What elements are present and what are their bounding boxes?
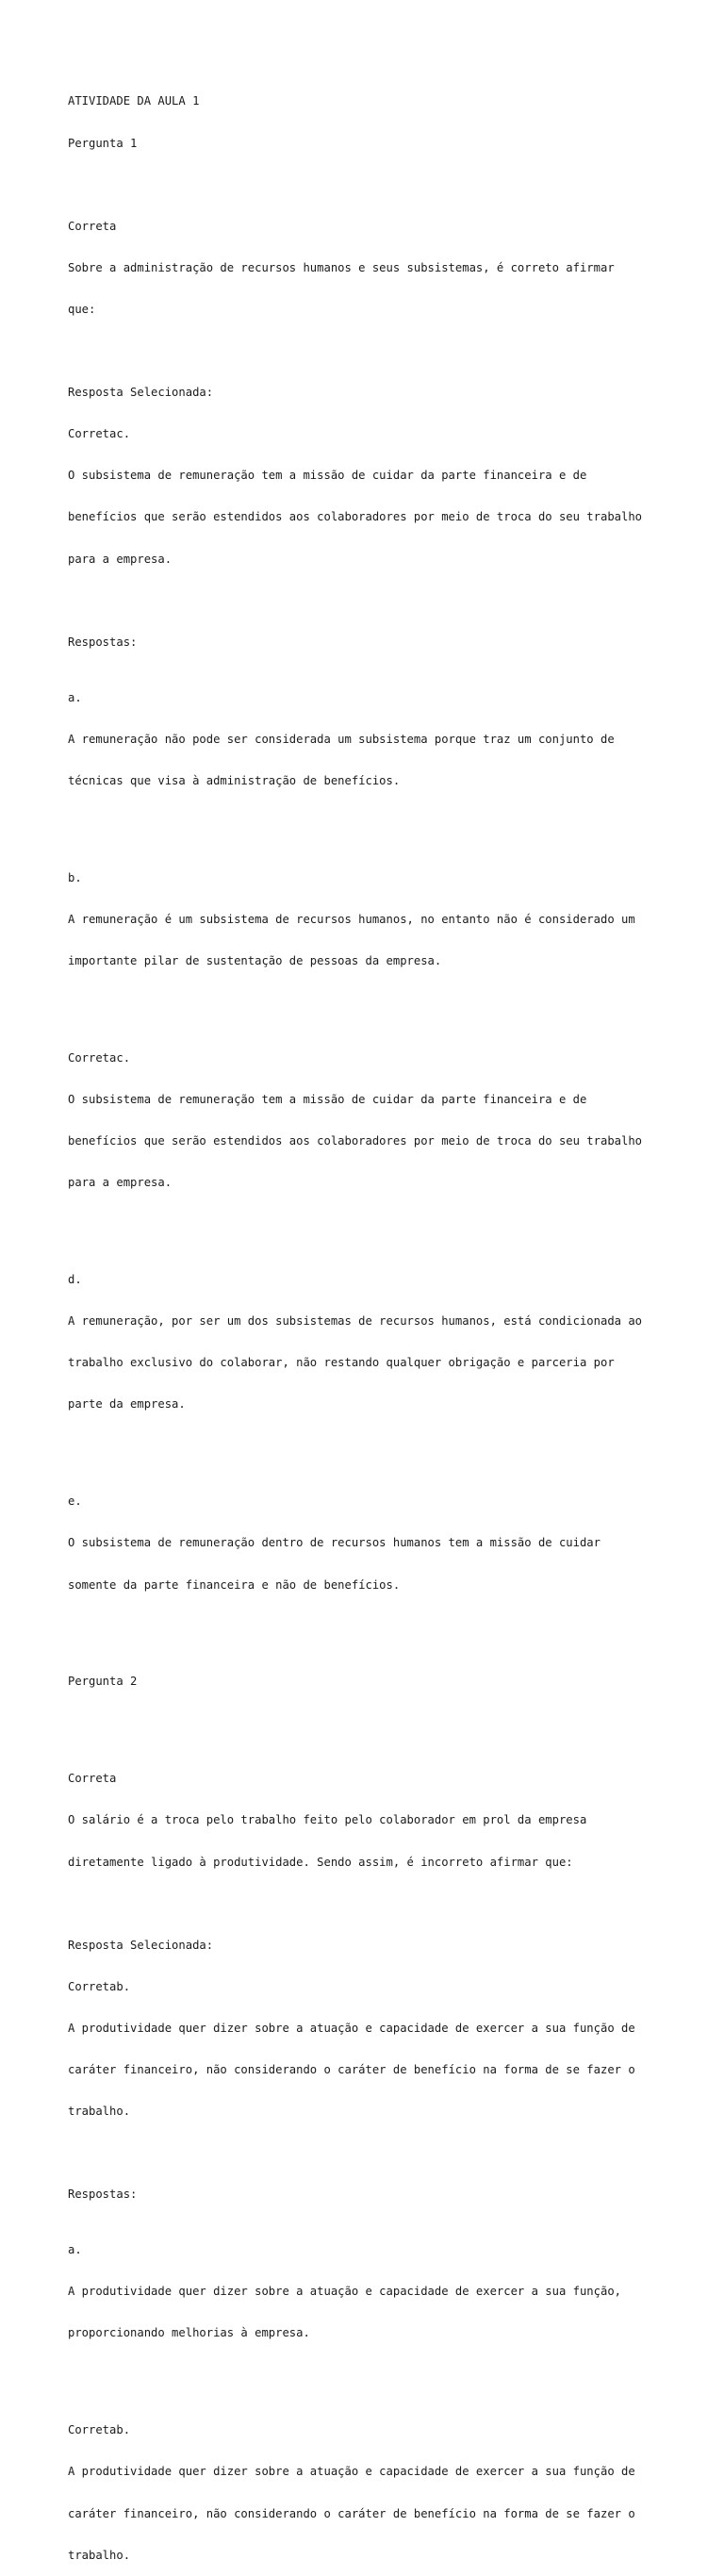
question-1-selected-label: Resposta Selecionada:	[68, 386, 214, 400]
question-1-text-line: que:	[68, 302, 96, 316]
question-2-text-line: O salário é a troca pelo trabalho feito pelo colaborador em prol da empresa	[68, 1813, 587, 1827]
question-1-selected-text-line: O subsistema de remuneração tem a missão de cuidar da parte financeira e de	[68, 469, 587, 483]
question-1-option-e-key: e.	[68, 1494, 82, 1509]
document-title: ATIVIDADE DA AULA 1	[68, 94, 200, 108]
question-2-selected-key: Corretab.	[68, 1979, 131, 1993]
question-2-selected-text-line: trabalho.	[68, 2105, 131, 2119]
question-1-option-d-text: A remuneração, por ser um dos subsistemas de recursos humanos, está condicionada ao	[68, 1314, 643, 1329]
question-1-selected-text-line: benefícios que serão estendidos aos colaboradores por meio de troca do seu trabalho	[68, 510, 643, 524]
question-1-text-line: Sobre a administração de recursos humanos e seus subsistemas, é correto afirmar	[68, 260, 615, 274]
question-1-option-a-key: a.	[68, 690, 82, 704]
question-1-option-e-text: O subsistema de remuneração dentro de recursos humanos tem a missão de cuidar	[68, 1536, 601, 1550]
question-1-option-c-text: para a empresa.	[68, 1176, 173, 1190]
question-2-selected-text-line: A produtividade quer dizer sobre a atuação e capacidade de exercer a sua função de	[68, 2021, 635, 2035]
question-2-text-line: diretamente ligado à produtividade. Sendo assim, é incorreto afirmar que:	[68, 1855, 573, 1869]
question-2-answers-label: Respostas:	[68, 2188, 138, 2202]
question-1-selected-text-line: para a empresa.	[68, 552, 173, 566]
question-1-option-d-text: trabalho exclusivo do colaborar, não restando qualquer obrigação e parceria por	[68, 1356, 615, 1370]
question-1-status: Correta	[68, 219, 117, 233]
question-1-option-d-key: d.	[68, 1273, 82, 1287]
question-1-selected-key: Corretac.	[68, 427, 131, 441]
question-2-option-a-text: A produtividade quer dizer sobre a atuação e capacidade de exercer a sua função,	[68, 2285, 621, 2299]
question-2-selected-label: Resposta Selecionada:	[68, 1938, 214, 1952]
question-1-option-d-text: parte da empresa.	[68, 1397, 186, 1412]
question-1-option-b-text: A remuneração é um subsistema de recursos humanos, no entanto não é considerado um	[68, 912, 635, 926]
question-1-option-a-text: técnicas que visa à administração de benefícios.	[68, 773, 401, 787]
question-2-option-b-text: caráter financeiro, não considerando o caráter de benefício na forma de se fazer o	[68, 2506, 635, 2520]
question-1-option-c-text: O subsistema de remuneração tem a missão de cuidar da parte financeira e de	[68, 1092, 587, 1106]
question-1-option-c-text: benefícios que serão estendidos aos colaboradores por meio de troca do seu trabalho	[68, 1134, 643, 1148]
question-1-option-e-text: somente da parte financeira e não de benefícios.	[68, 1577, 401, 1592]
question-2-heading: Pergunta 2	[68, 1675, 138, 1689]
question-2-option-b-text: A produtividade quer dizer sobre a atuação e capacidade de exercer a sua função de	[68, 2465, 635, 2479]
question-2-option-b-text: trabalho.	[68, 2548, 131, 2562]
question-2-status: Correta	[68, 1772, 117, 1786]
question-1-option-b-key: b.	[68, 870, 82, 884]
question-2-option-a-key: a.	[68, 2243, 82, 2257]
question-1-option-a-text: A remuneração não pode ser considerada um subsistema porque traz um conjunto de	[68, 732, 615, 746]
question-2-selected-text-line: caráter financeiro, não considerando o caráter de benefício na forma de se fazer o	[68, 2063, 635, 2077]
question-1-answers-label: Respostas:	[68, 635, 138, 649]
question-1-heading: Pergunta 1	[68, 136, 138, 150]
question-2-option-b-key: Corretab.	[68, 2423, 131, 2437]
question-1-option-b-text: importante pilar de sustentação de pessoas da empresa.	[68, 953, 442, 967]
question-1-option-c-key: Corretac.	[68, 1050, 131, 1065]
document-page	[68, 67, 671, 2576]
question-2-option-a-text: proporcionando melhorias à empresa.	[68, 2326, 310, 2340]
